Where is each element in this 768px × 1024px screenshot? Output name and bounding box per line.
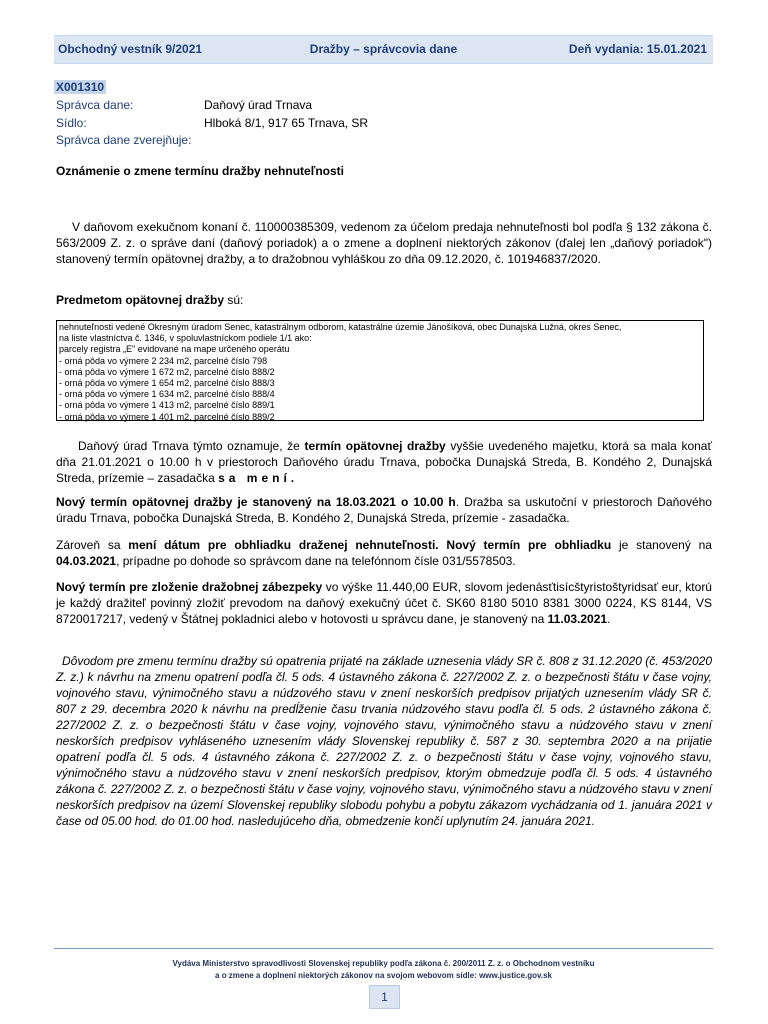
list-item: - orná pôda vo výmere 1 413 m2, parcelné číslo 889/1	[59, 400, 275, 411]
paragraph-inspection	[56, 537, 712, 569]
issue-date: Deň vydania: 15.01.2021	[568, 42, 707, 56]
meta-label: Správca dane:	[56, 98, 134, 112]
page-number: 1	[369, 985, 400, 1009]
paragraph-change-notice	[56, 438, 712, 486]
list-item: - orná pôda vo výmere 1 634 m2, parcelné číslo 888/4	[59, 389, 275, 400]
intro-paragraph: V daňovom exekučnom konaní č. 110000385309, vedenom za účelom predaja nehnuteľnosti bol podľa § 132 zákona č. 563/2009 Z. z. o správe daní (daňový poriadok) a o zmene a doplnení niektorých zákonov (ďalej len „daňový poriadok") stanovený termín opätovnej dražby, a to dražobnou vyhláškou zo dňa 09.12.2020, č. 101946837/2020.	[56, 220, 712, 266]
text: vo výške 11.440,00 EUR, slovom jedenásťtisícštyristoštyridsať eur, ktorú je každý dražiteľ povinný zložiť prevodom na daňový exekučný účet č. SK60 8180 5010 8381 3000 0224, KS 8144, VS 8720017217, vedený v Štátnej pokladnici alebo v hotovosti u správcu dane, je stanovený na	[56, 580, 712, 626]
paragraph-new-date	[56, 494, 712, 526]
text-emphasis: sa mení.	[218, 471, 299, 485]
text: . Dražba sa uskutoční v priestoroch Daňového úradu Trnava, pobočka Dunajská Streda, B. Kondého 2, Dunajská Streda, prízemie - zasadačka.	[56, 495, 712, 525]
footer-line-2: a o zmene a doplnení niektorých zákonov na svojom webovom sídle: www.justice.gov.sk	[215, 971, 552, 980]
paragraph-deposit	[56, 579, 712, 627]
text-bold: termín opätovnej dražby	[304, 439, 446, 453]
meta-row-administrator	[56, 98, 312, 112]
list-item: - orná pôda vo výmere 1 672 m2, parcelné číslo 888/2	[59, 366, 275, 377]
paragraph-reason: Dôvodom pre zmenu termínu dražby sú opatrenia prijaté na základe uznesenia vlády SR č. 808 z 31.12.2020 (č. 453/2020 Z. z.) k návrhu na zmenu opatrení podľa čl. 5 ods. 4 ústavného zákona č. 227/2002 Z. z. o bezpečnosti štátu v čase vojny, vojnového stavu, výnimočného stavu a núdzového stavu v znení neskorších predpisov prijatých uznesením vlády SR č. 807 z 29. decembra 2020 k návrhu na predĺženie času trvania núdzového stavu podľa čl. 5 ods. 2 ústavného zákona č. 227/2002 Z. z. o bezpečnosti štátu v čase vojny, vojnového stavu, výnimočného stavu a núdzového stavu v znení neskorších predpisov vyhláseného uznesením vlády Slovenskej republiky č. 587 z 30. septembra 2020 a na prijatie opatrení podľa čl. 5 ods. 4 ústavného zákona č. 227/2002 Z. z. o bezpečnosti štátu v čase vojny, vojnového stavu, výnimočného stavu a núdzového stavu v znení neskorších predpisov, ktorým obmedzuje podľa čl. 5 ods. 4 ústavného zákona č. 227/2002 Z. z. o bezpečnosti štátu v čase vojny, vojnového stavu, výnimočného stavu a núdzového stavu v znení neskorších predpisov na území Slovenskej republiky slobodu pohybu a pobytu zákazom vychádzania od 1. januára 2021 v čase od 05.00 hod. do 01.00 hod. nasledujúceho dňa, obmedzenie končí uplynutím 24. januára 2021.	[56, 654, 712, 828]
meta-value: Daňový úrad Trnava	[204, 98, 313, 112]
text-bold: 04.03.2021	[56, 554, 117, 568]
text: .	[607, 612, 611, 626]
meta-row-publisher	[56, 133, 204, 147]
text-bold: Nový termín pre zloženie dražobnej zábezpeky	[56, 580, 323, 594]
section-title: Dražby – správcovia dane	[309, 42, 458, 56]
publication-title: Obchodný vestník 9/2021	[58, 42, 203, 56]
page-header	[54, 35, 713, 64]
subject-heading-rest: sú:	[224, 293, 244, 307]
text: vyššie uvedeného majetku, ktorá sa mala konať dňa 21.01.2021 o 10.00 h v priestoroch Daňového úradu Trnava, pobočka Dunajská Streda, B. Kondého 2, Dunajská Streda, prízemie – zasadačka	[56, 439, 712, 485]
list-item: - orná pôda vo výmere 1 401 m2, parcelné číslo 889/2	[59, 411, 275, 422]
meta-label: Sídlo:	[56, 116, 87, 130]
meta-value: Hlboká 8/1, 917 65 Trnava, SR	[204, 116, 369, 130]
property-list-box	[56, 320, 704, 421]
list-item: - orná pôda vo výmere 2 234 m2, parcelné číslo 798	[59, 355, 268, 366]
subject-heading-bold: Predmetom opätovnej dražby	[56, 293, 225, 307]
text: Zároveň sa	[56, 538, 129, 552]
meta-row-address	[56, 116, 368, 130]
text: je stanovený na	[611, 538, 712, 552]
footer-line-1: Vydáva Ministerstvo spravodlivosti Slovenskej republiky podľa zákona č. 200/2011 Z. z. o Obchodnom vestníku	[172, 959, 595, 968]
list-item: parcely registra „E" evidované na mape určeného operátu	[59, 344, 290, 355]
footer-divider	[54, 948, 713, 949]
list-item: na liste vlastníctva č. 1346, v spoluvlastníckom podiele 1/1 ako:	[59, 333, 312, 344]
text: Daňový úrad Trnava týmto oznamuje, že	[78, 439, 305, 453]
text-bold: Nový termín opätovnej dražby je stanovený na 18.03.2021 o 10.00 h	[56, 495, 456, 509]
meta-label: Správca dane zverejňuje:	[56, 133, 192, 147]
document-id: X001310	[56, 80, 105, 94]
subject-heading	[56, 292, 712, 308]
text: , prípadne po dohode so správcom dane na telefónnom čísle 031/5578503.	[116, 554, 516, 568]
list-item: nehnuteľnosti vedené Okresným úradom Senec, katastrálnym odborom, katastrálne územie Jánošíková, obec Dunajská Lužná, okres Senec,	[59, 322, 622, 332]
text-bold: mení dátum pre obhliadku draženej nehnuteľnosti. Nový termín pre obhliadku	[128, 538, 612, 552]
notice-title: Oznámenie o zmene termínu dražby nehnuteľnosti	[56, 164, 344, 178]
text-bold: 11.03.2021	[547, 612, 608, 626]
list-item: - orná pôda vo výmere 1 654 m2, parcelné číslo 888/3	[59, 378, 275, 389]
